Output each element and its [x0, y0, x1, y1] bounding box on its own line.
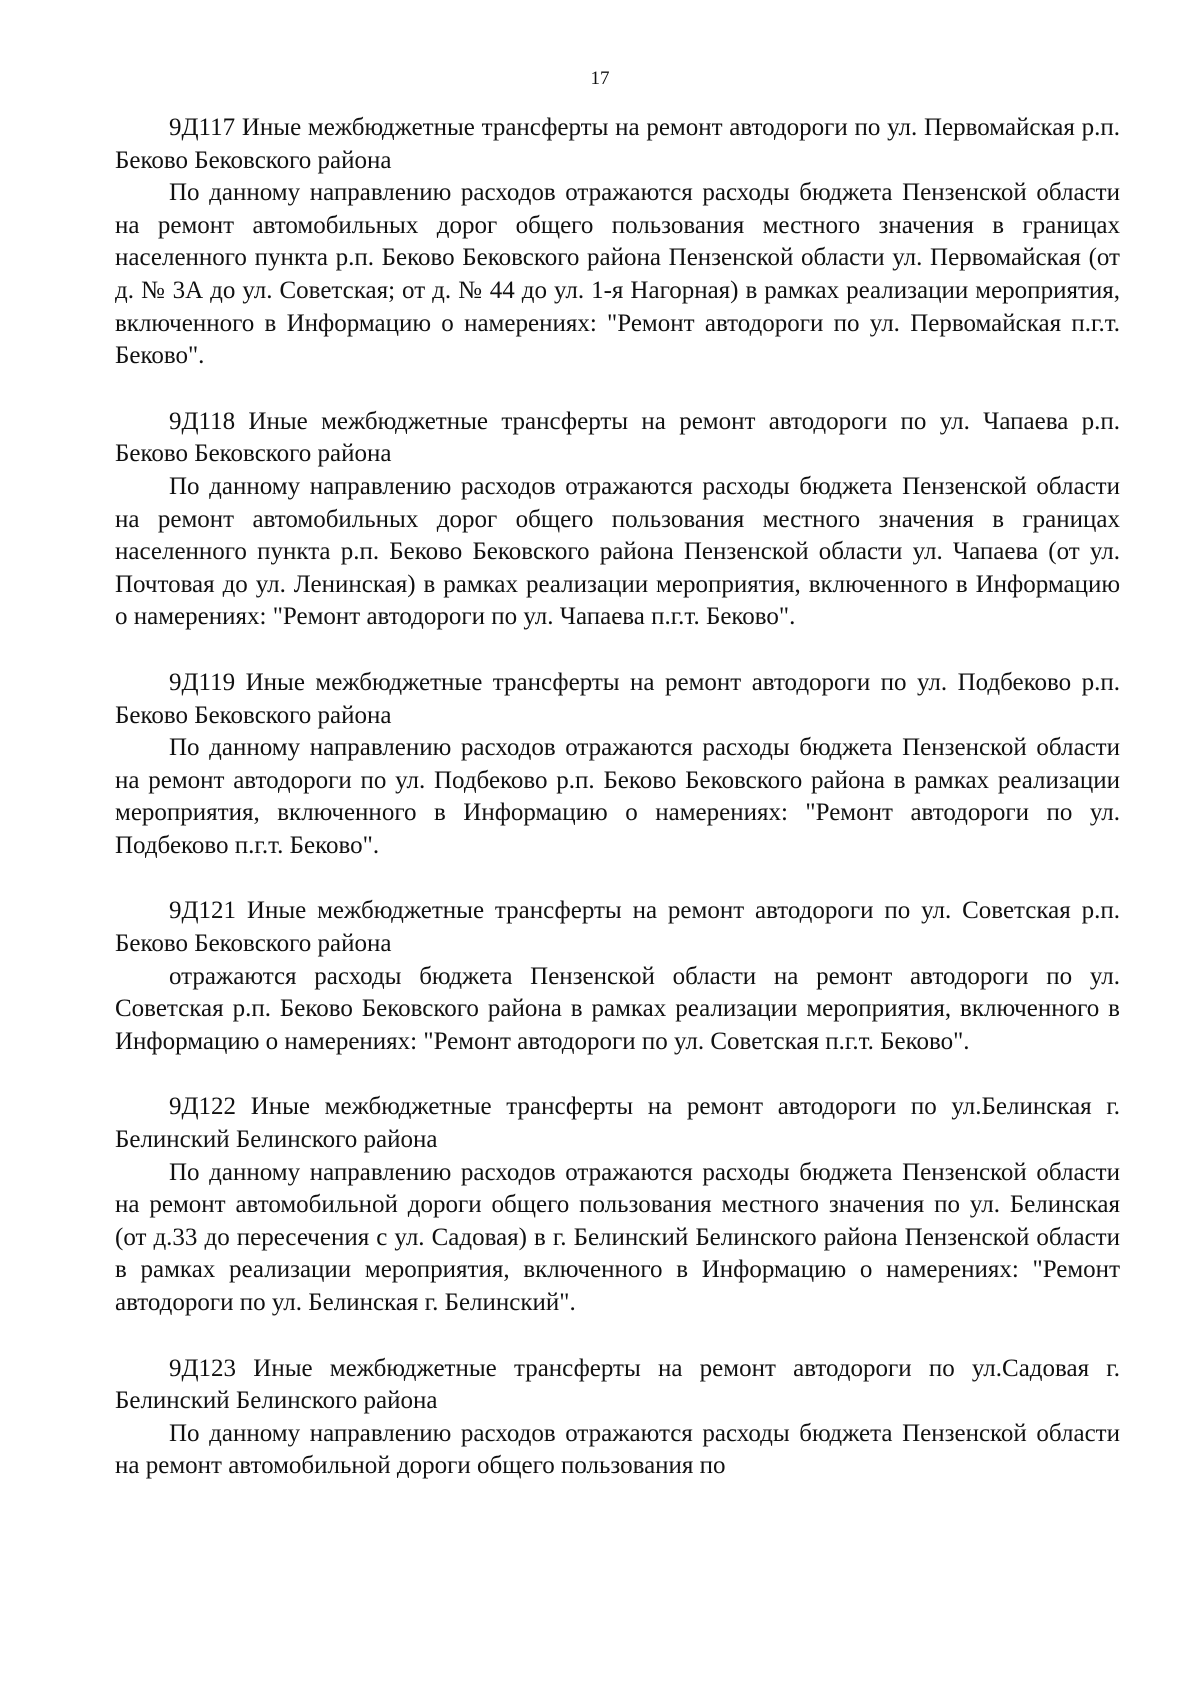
document-body: [115, 112, 1120, 1516]
section-title: 9Д117 Иные межбюджетные трансферты на ремонт автодороги по ул. Первомайская р.п. Беково Бековского района: [115, 114, 1120, 174]
section-body: По данному направлению расходов отражаются расходы бюджета Пензенской области на ремонт автомобильной дороги общего пользования по: [115, 1419, 1120, 1480]
section-title: 9Д118 Иные межбюджетные трансферты на ремонт автодороги по ул. Чапаева р.п. Беково Бековского района: [115, 407, 1120, 468]
page-number: 17: [590, 68, 610, 89]
section-title: 9Д122 Иные межбюджетные трансферты на ремонт автодороги по ул.Белинская г. Белинский Белинского района: [115, 1093, 1120, 1154]
section-body: По данному направлению расходов отражаются расходы бюджета Пензенской области на ремонт автодороги по ул. Подбеково р.п. Беково Бековского района в рамках реализации мероприятия, включенного в Информацию о намерениях: "Ремонт автодороги по ул. Подбеково п.г.т. Беково".: [115, 734, 1120, 859]
section-title: 9Д123 Иные межбюджетные трансферты на ремонт автодороги по ул.Садовая г. Белинский Белинского района: [115, 1354, 1120, 1415]
section-9d123: [115, 1353, 1120, 1483]
section-9d122: [115, 1091, 1120, 1319]
section-9d121: [115, 895, 1120, 1058]
section-9d117: [115, 112, 1120, 373]
section-title: 9Д119 Иные межбюджетные трансферты на ремонт автодороги по ул. Подбеково р.п. Беково Бековского района: [115, 668, 1120, 729]
section-body: По данному направлению расходов отражаются расходы бюджета Пензенской области на ремонт автомобильных дорог общего пользования местного значения в границах населенного пункта р.п. Беково Бековского района Пензенской области ул. Первомайская (от д. № 3А до ул. Советская; от д. № 44 до ул. 1-я Нагорная) в рамках реализации мероприятия, включенного в Информацию о намерениях: "Ремонт автодороги по ул. Первомайская п.г.т. Беково".: [115, 179, 1120, 370]
section-body: По данному направлению расходов отражаются расходы бюджета Пензенской области на ремонт автомобильных дорог общего пользования местного значения в границах населенного пункта р.п. Беково Бековского района Пензенской области ул. Чапаева (от ул. Почтовая до ул. Ленинская) в рамках реализации мероприятия, включенного в Информацию о намерениях: "Ремонт автодороги по ул. Чапаева п.г.т. Беково".: [115, 472, 1120, 631]
section-title: 9Д121 Иные межбюджетные трансферты на ремонт автодороги по ул. Советская р.п. Беково Бековского района: [115, 897, 1120, 958]
section-body: отражаются расходы бюджета Пензенской области на ремонт автодороги по ул. Советская р.п. Беково Бековского района в рамках реализации мероприятия, включенного в Информацию о намерениях: "Ремонт автодороги по ул. Советская п.г.т. Беково".: [115, 962, 1120, 1055]
section-9d118: [115, 406, 1120, 634]
section-9d119: [115, 667, 1120, 863]
section-body: По данному направлению расходов отражаются расходы бюджета Пензенской области на ремонт автомобильной дороги общего пользования местного значения по ул. Белинская (от д.33 до пересечения с ул. Садовая) в г. Белинский Белинского района Пензенской области в рамках реализации мероприятия, включенного в Информацию о намерениях: "Ремонт автодороги по ул. Белинская г. Белинский".: [115, 1158, 1120, 1316]
